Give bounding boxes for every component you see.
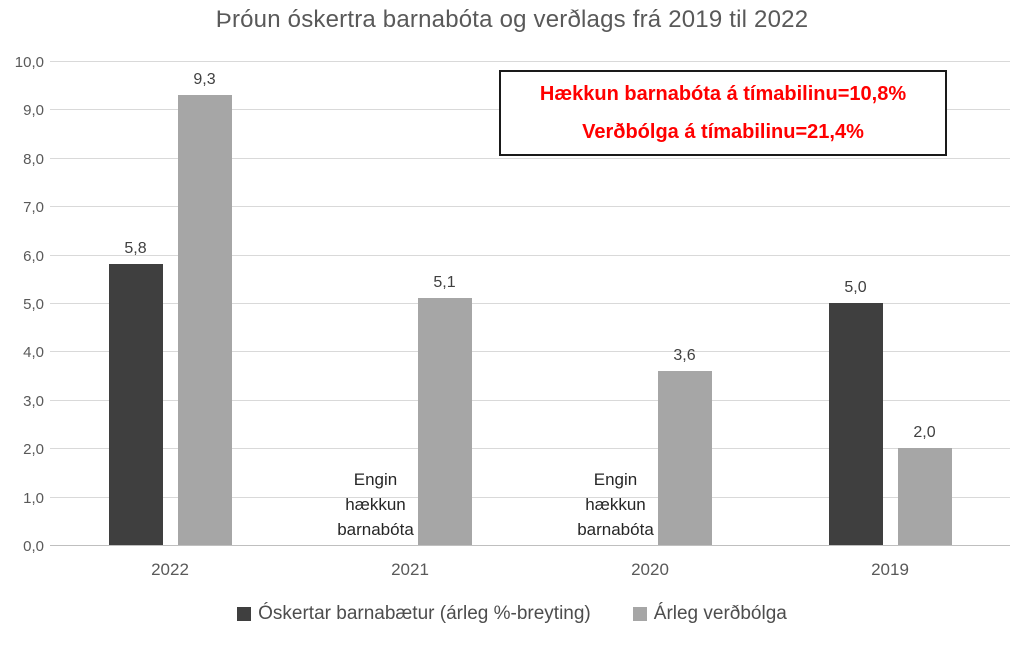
legend-swatch-icon (633, 607, 647, 621)
bar-2019-series-0 (829, 303, 883, 545)
annotation-line-benefits: Hækkun barnabóta á tímabilinu=10,8% (539, 83, 907, 105)
y-tick-label: 8,0 (23, 150, 44, 168)
y-tick-label: 0,0 (23, 538, 44, 555)
y-tick-label: 7,0 (23, 199, 44, 217)
y-tick-label: 10,0 (14, 54, 44, 71)
annotation-box (499, 70, 947, 156)
chart-title: Þróun óskertra barnabóta og verðlags frá 2019 til 2022 (215, 6, 809, 33)
no-increase-note-line: Engin (593, 470, 638, 489)
legend-label: Óskertar barnabætur (árleg %-breyting) (258, 603, 591, 624)
bar-2020-series-1 (658, 371, 712, 545)
legend-item-series-0 (237, 603, 591, 625)
legend-label: Árleg verðbólga (653, 603, 787, 624)
legend-item-series-1 (633, 603, 787, 625)
y-tick-label: 6,0 (23, 247, 44, 265)
y-tick-label: 2,0 (23, 441, 44, 459)
x-category-label-2021: 2021 (391, 560, 429, 579)
gridline (50, 61, 1010, 62)
legend (0, 603, 1024, 625)
bar-2022-series-1 (178, 95, 232, 545)
bar-value-label: 3,6 (673, 346, 696, 364)
y-tick-label: 3,0 (23, 392, 44, 410)
y-tick-label: 5,0 (23, 296, 44, 313)
y-axis (0, 54, 44, 555)
no-increase-note-line: barnabóta (337, 520, 414, 539)
bar-value-label: 2,0 (913, 424, 936, 442)
x-category-label-2020: 2020 (631, 560, 669, 579)
no-increase-note-line: barnabóta (577, 520, 654, 539)
y-tick-label: 4,0 (23, 344, 44, 362)
bar-value-label: 5,0 (844, 279, 867, 296)
bar-value-label: 5,1 (433, 274, 456, 292)
x-axis-line (50, 545, 1010, 546)
x-category-label-2022: 2022 (151, 560, 189, 579)
bar-2022-series-0 (109, 264, 163, 545)
bar-value-label: 9,3 (193, 70, 216, 88)
bar-2021-series-1 (418, 298, 472, 545)
no-increase-note-line: hækkun (585, 495, 646, 514)
y-tick-label: 9,0 (23, 102, 44, 120)
bar-value-label: 5,8 (124, 240, 147, 258)
annotation-line-inflation: Verðbólga á tímabilinu=21,4% (582, 121, 864, 143)
no-increase-note-line: Engin (353, 470, 398, 489)
y-tick-label: 1,0 (23, 489, 44, 507)
legend-swatch-icon (237, 607, 251, 621)
bar-2019-series-1 (898, 448, 952, 545)
x-category-label-2019: 2019 (871, 560, 909, 579)
no-increase-note-line: hækkun (345, 495, 406, 514)
